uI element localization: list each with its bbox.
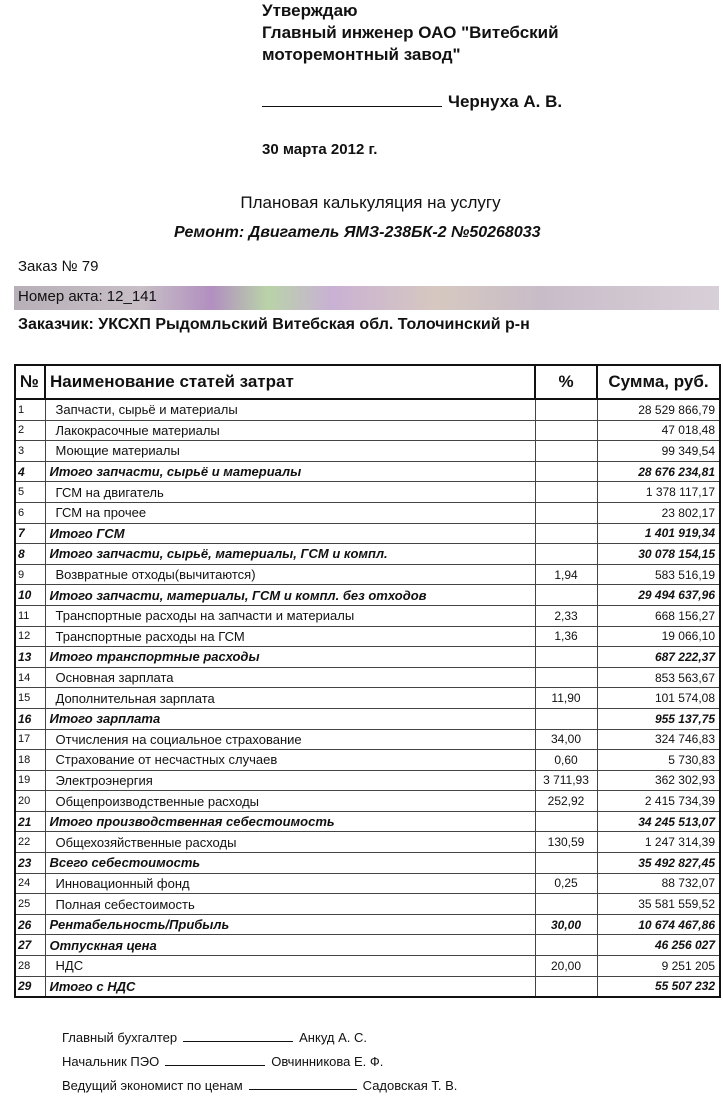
row-number: 3 — [15, 441, 45, 462]
row-sum: 29 494 637,96 — [597, 585, 720, 606]
row-sum: 19 066,10 — [597, 626, 720, 647]
row-percent — [535, 585, 597, 606]
customer-line: Заказчик: УКСХП Рыдомльский Витебская обл. Толочинский р-н — [18, 316, 530, 333]
approval-signature-line — [262, 92, 562, 112]
row-sum: 362 302,93 — [597, 770, 720, 791]
row-number: 27 — [15, 935, 45, 956]
economist-name: Садовская Т. В. — [362, 1078, 458, 1093]
row-number: 13 — [15, 647, 45, 668]
row-percent — [535, 647, 597, 668]
table-row — [15, 853, 720, 874]
row-percent: 20,00 — [535, 956, 597, 977]
order-number: Заказ № 79 — [18, 258, 99, 275]
row-percent: 0,60 — [535, 750, 597, 771]
row-sum: 324 746,83 — [597, 729, 720, 750]
table-row — [15, 935, 720, 956]
row-name: Отчисления на социальное страхование — [45, 729, 535, 750]
row-percent — [535, 853, 597, 874]
table-row — [15, 461, 720, 482]
row-number: 7 — [15, 523, 45, 544]
row-percent: 130,59 — [535, 832, 597, 853]
approval-block — [262, 0, 559, 66]
approval-line-1: Утверждаю — [262, 1, 358, 20]
row-number: 19 — [15, 770, 45, 791]
row-number: 8 — [15, 544, 45, 565]
table-row — [15, 791, 720, 812]
row-percent: 2,33 — [535, 605, 597, 626]
cost-table-header — [15, 365, 720, 399]
chief-accountant-title: Главный бухгалтер — [62, 1030, 178, 1045]
row-number: 22 — [15, 832, 45, 853]
row-number: 5 — [15, 482, 45, 503]
row-percent — [535, 420, 597, 441]
row-name: Полная себестоимость — [45, 894, 535, 915]
header-name: Наименование статей затрат — [45, 365, 535, 399]
row-name: Рентабельность/Прибыль — [45, 914, 535, 935]
row-sum: 10 674 467,86 — [597, 914, 720, 935]
row-number: 21 — [15, 811, 45, 832]
row-name: Итого транспортные расходы — [45, 647, 535, 668]
row-number: 2 — [15, 420, 45, 441]
row-sum: 1 378 117,17 — [597, 482, 720, 503]
row-name: Моющие материалы — [45, 441, 535, 462]
row-sum: 30 078 154,15 — [597, 544, 720, 565]
row-number: 10 — [15, 585, 45, 606]
approval-signer: Чернуха А. В. — [448, 92, 563, 111]
table-row — [15, 894, 720, 915]
row-name: Итого запчасти, сырьё и материалы — [45, 461, 535, 482]
row-name: Страхование от несчастных случаев — [45, 750, 535, 771]
table-row — [15, 544, 720, 565]
table-row — [15, 956, 720, 977]
approval-date: 30 марта 2012 г. — [262, 141, 378, 158]
row-name: Итого запчасти, материалы, ГСМ и компл. без отходов — [45, 585, 535, 606]
row-name: Запчасти, сырьё и материалы — [45, 399, 535, 420]
table-row — [15, 482, 720, 503]
economist-signature-blank — [249, 1077, 357, 1090]
row-sum: 5 730,83 — [597, 750, 720, 771]
table-row — [15, 667, 720, 688]
row-number: 25 — [15, 894, 45, 915]
peo-head-name: Овчинникова Е. Ф. — [271, 1054, 384, 1069]
table-row — [15, 441, 720, 462]
row-sum: 28 676 234,81 — [597, 461, 720, 482]
row-percent — [535, 667, 597, 688]
row-number: 28 — [15, 956, 45, 977]
row-number: 12 — [15, 626, 45, 647]
table-row — [15, 420, 720, 441]
row-number: 20 — [15, 791, 45, 812]
document-subtitle: Ремонт: Двигатель ЯМЗ-238БК-2 №50268033 — [174, 224, 541, 241]
row-sum: 34 245 513,07 — [597, 811, 720, 832]
row-percent — [535, 708, 597, 729]
row-percent — [535, 811, 597, 832]
row-sum: 55 507 232 — [597, 976, 720, 997]
economist-title: Ведущий экономист по ценам — [62, 1078, 243, 1093]
header-percent: % — [535, 365, 597, 399]
row-sum: 35 492 827,45 — [597, 853, 720, 874]
document-title: Плановая калькуляция на услугу — [240, 193, 501, 212]
header-sum: Сумма, руб. — [597, 365, 720, 399]
table-row — [15, 750, 720, 771]
row-number: 16 — [15, 708, 45, 729]
row-name: ГСМ на прочее — [45, 502, 535, 523]
row-name: Общепроизводственные расходы — [45, 791, 535, 812]
row-name: Итого производственная себестоимость — [45, 811, 535, 832]
table-row — [15, 832, 720, 853]
row-sum: 668 156,27 — [597, 605, 720, 626]
row-sum: 99 349,54 — [597, 441, 720, 462]
row-number: 24 — [15, 873, 45, 894]
row-percent — [535, 399, 597, 420]
row-percent — [535, 523, 597, 544]
chief-accountant-signature-blank — [183, 1029, 293, 1042]
row-number: 4 — [15, 461, 45, 482]
row-sum: 101 574,08 — [597, 688, 720, 709]
row-number: 18 — [15, 750, 45, 771]
peo-head-title: Начальник ПЭО — [62, 1054, 160, 1069]
row-sum: 28 529 866,79 — [597, 399, 720, 420]
signature-blank — [262, 92, 442, 107]
table-row — [15, 873, 720, 894]
row-name: ГСМ на двигатель — [45, 482, 535, 503]
row-number: 26 — [15, 914, 45, 935]
table-row — [15, 914, 720, 935]
row-number: 29 — [15, 976, 45, 997]
row-name: Итого ГСМ — [45, 523, 535, 544]
row-name: Возвратные отходы(вычитаются) — [45, 564, 535, 585]
row-sum: 687 222,37 — [597, 647, 720, 668]
row-sum: 583 516,19 — [597, 564, 720, 585]
row-name: Инновационный фонд — [45, 873, 535, 894]
row-percent — [535, 482, 597, 503]
table-row — [15, 564, 720, 585]
row-number: 11 — [15, 605, 45, 626]
row-name: Электроэнергия — [45, 770, 535, 791]
table-row — [15, 647, 720, 668]
table-row — [15, 976, 720, 997]
row-number: 17 — [15, 729, 45, 750]
row-sum: 9 251 205 — [597, 956, 720, 977]
row-name: Транспортные расходы на ГСМ — [45, 626, 535, 647]
footer-chief-accountant — [62, 1029, 367, 1045]
row-name: Транспортные расходы на запчасти и материалы — [45, 605, 535, 626]
row-percent — [535, 461, 597, 482]
row-name: Общехозяйственные расходы — [45, 832, 535, 853]
row-sum: 35 581 559,52 — [597, 894, 720, 915]
row-sum: 46 256 027 — [597, 935, 720, 956]
row-number: 9 — [15, 564, 45, 585]
row-number: 15 — [15, 688, 45, 709]
table-row — [15, 585, 720, 606]
row-number: 23 — [15, 853, 45, 874]
table-row — [15, 626, 720, 647]
row-sum: 1 401 919,34 — [597, 523, 720, 544]
row-percent: 3 711,93 — [535, 770, 597, 791]
row-percent: 1,94 — [535, 564, 597, 585]
row-name: Итого с НДС — [45, 976, 535, 997]
table-row — [15, 708, 720, 729]
row-percent: 30,00 — [535, 914, 597, 935]
row-name: НДС — [45, 956, 535, 977]
row-percent — [535, 894, 597, 915]
table-row — [15, 502, 720, 523]
row-percent — [535, 502, 597, 523]
footer-economist — [62, 1077, 457, 1093]
row-number: 14 — [15, 667, 45, 688]
row-percent — [535, 935, 597, 956]
row-sum: 23 802,17 — [597, 502, 720, 523]
cost-table — [14, 364, 721, 998]
row-percent — [535, 441, 597, 462]
chief-accountant-name: Анкуд А. С. — [299, 1030, 367, 1045]
row-sum: 853 563,67 — [597, 667, 720, 688]
row-sum: 955 137,75 — [597, 708, 720, 729]
act-number: Номер акта: 12_141 — [18, 288, 157, 305]
row-percent: 11,90 — [535, 688, 597, 709]
table-row — [15, 523, 720, 544]
cost-table-body — [15, 399, 720, 997]
row-name: Основная зарплата — [45, 667, 535, 688]
row-name: Всего себестоимость — [45, 853, 535, 874]
table-row — [15, 770, 720, 791]
row-sum: 47 018,48 — [597, 420, 720, 441]
row-number: 1 — [15, 399, 45, 420]
approval-line-3: моторемонтный завод" — [262, 45, 461, 64]
peo-head-signature-blank — [165, 1053, 265, 1066]
approval-line-2: Главный инженер ОАО "Витебский — [262, 23, 559, 42]
row-sum: 2 415 734,39 — [597, 791, 720, 812]
row-percent: 34,00 — [535, 729, 597, 750]
table-row — [15, 399, 720, 420]
row-name: Итого запчасти, сырьё, материалы, ГСМ и компл. — [45, 544, 535, 565]
row-name: Итого зарплата — [45, 708, 535, 729]
row-percent — [535, 976, 597, 997]
row-sum: 88 732,07 — [597, 873, 720, 894]
row-percent: 1,36 — [535, 626, 597, 647]
row-name: Лакокрасочные материалы — [45, 420, 535, 441]
table-row — [15, 811, 720, 832]
row-sum: 1 247 314,39 — [597, 832, 720, 853]
footer-peo-head — [62, 1053, 383, 1069]
table-row — [15, 688, 720, 709]
row-percent: 252,92 — [535, 791, 597, 812]
row-number: 6 — [15, 502, 45, 523]
row-percent: 0,25 — [535, 873, 597, 894]
table-row — [15, 729, 720, 750]
row-name: Дополнительная зарплата — [45, 688, 535, 709]
header-num: № — [15, 365, 45, 399]
table-row — [15, 605, 720, 626]
row-percent — [535, 544, 597, 565]
row-name: Отпускная цена — [45, 935, 535, 956]
